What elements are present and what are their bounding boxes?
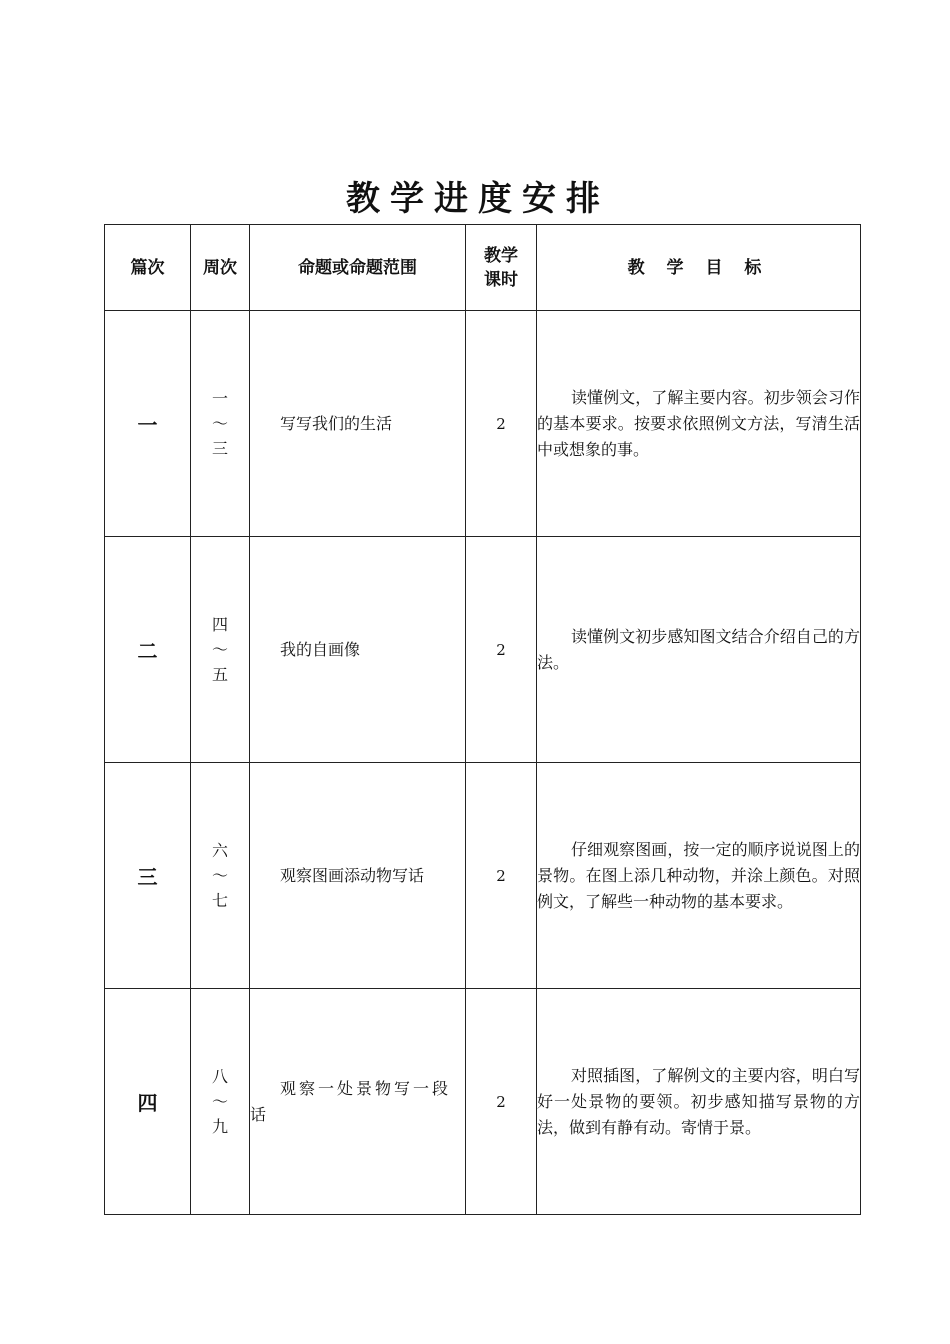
week-start: 四 xyxy=(211,615,228,634)
piece-cell: 三 xyxy=(105,763,191,989)
goal-cell: 读懂例文，了解主要内容。初步领会习作的基本要求。按要求依照例文方法，写清生活中或想象的事。 xyxy=(537,311,861,537)
hours-cell: 2 xyxy=(466,537,537,763)
week-separator: ～ xyxy=(211,414,228,433)
header-topic: 命题或命题范围 xyxy=(250,225,466,311)
goal-cell: 仔细观察图画，按一定的顺序说说图上的景物。在图上添几种动物，并涂上颜色。对照例文，了解些一种动物的基本要求。 xyxy=(537,763,861,989)
table-row xyxy=(105,989,861,1215)
schedule-table xyxy=(104,224,861,1215)
header-hours-line2: 课时 xyxy=(484,269,518,290)
topic-cell: 我的自画像 xyxy=(250,537,466,763)
week-start: 六 xyxy=(211,841,228,860)
week-end: 九 xyxy=(211,1117,228,1136)
header-piece: 篇次 xyxy=(105,225,191,311)
table-header-row xyxy=(105,225,861,311)
goal-cell: 读懂例文初步感知图文结合介绍自己的方法。 xyxy=(537,537,861,763)
week-end: 五 xyxy=(211,665,228,684)
week-start: 八 xyxy=(211,1067,228,1086)
week-separator: ～ xyxy=(211,640,228,659)
week-start: 一 xyxy=(211,389,228,408)
table-row xyxy=(105,537,861,763)
goal-cell: 对照插图，了解例文的主要内容，明白写好一处景物的要领。初步感知描写景物的方法，做到有静有动。寄情于景。 xyxy=(537,989,861,1215)
topic-cell: 观察图画添动物写话 xyxy=(250,763,466,989)
header-week: 周次 xyxy=(191,225,250,311)
piece-cell: 一 xyxy=(105,311,191,537)
hours-cell: 2 xyxy=(466,763,537,989)
table-row xyxy=(105,311,861,537)
page-title: 教学进度安排 xyxy=(346,179,610,219)
week-cell xyxy=(191,989,250,1215)
topic-cell: 观察一处景物写一段话 xyxy=(250,989,466,1215)
table-row xyxy=(105,763,861,989)
piece-cell: 二 xyxy=(105,537,191,763)
week-cell xyxy=(191,763,250,989)
week-separator: ～ xyxy=(211,866,228,885)
piece-cell: 四 xyxy=(105,989,191,1215)
week-end: 三 xyxy=(211,439,228,458)
week-cell xyxy=(191,311,250,537)
header-goal: 教 学 目 标 xyxy=(537,225,861,311)
hours-cell: 2 xyxy=(466,989,537,1215)
week-end: 七 xyxy=(211,891,228,910)
topic-cell: 写写我们的生活 xyxy=(250,311,466,537)
hours-cell: 2 xyxy=(466,311,537,537)
header-hours xyxy=(466,225,537,311)
header-hours-line1: 教学 xyxy=(484,245,518,266)
week-separator: ～ xyxy=(211,1092,228,1111)
week-cell xyxy=(191,537,250,763)
